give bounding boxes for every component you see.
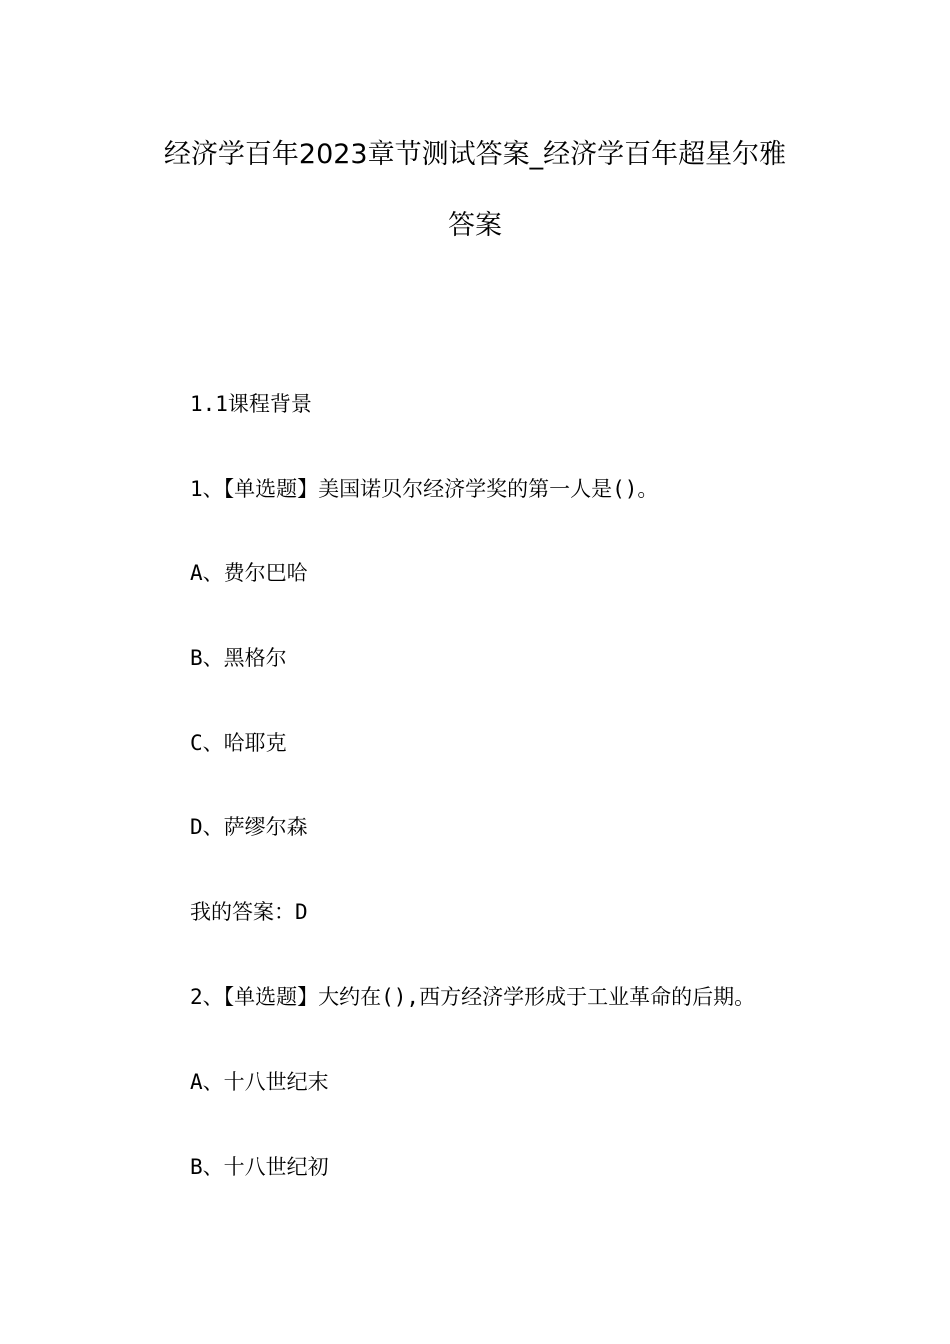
question-2-option-a: A、十八世纪末 — [190, 1070, 329, 1094]
question-1-option-a: A、费尔巴哈 — [190, 561, 308, 585]
section-heading: 1.1课程背景 — [190, 392, 312, 416]
document-title: 经济学百年2023章节测试答案_经济学百年超星尔雅 — [163, 139, 787, 170]
question-1-answer: 我的答案：D — [190, 900, 308, 924]
question-1-option-b: B、黑格尔 — [190, 646, 287, 670]
question-1-stem: 1、【单选题】美国诺贝尔经济学奖的第一人是()。 — [190, 477, 659, 501]
question-1-option-d: D、萨缪尔森 — [190, 815, 308, 839]
question-1-option-c: C、哈耶克 — [190, 731, 287, 755]
question-2-option-b: B、十八世纪初 — [190, 1155, 329, 1179]
document-title-continued: 答案 — [448, 210, 502, 241]
question-2-stem: 2、【单选题】大约在(),西方经济学形成于工业革命的后期。 — [190, 985, 756, 1009]
